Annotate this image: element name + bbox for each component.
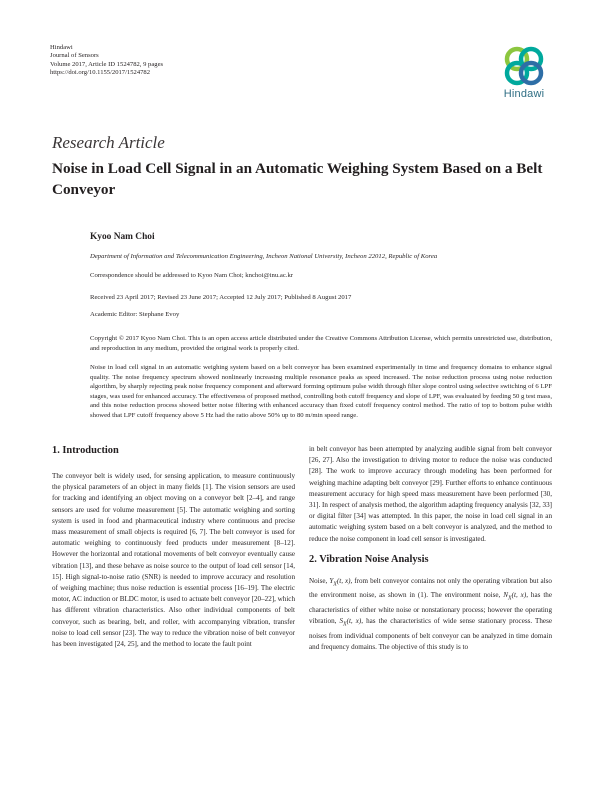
- math-symbol-n: [503, 591, 527, 602]
- math-symbol-s: [339, 617, 362, 628]
- publisher-name: Hindawi: [50, 44, 73, 51]
- text-span: , from belt conveyor contains not only the operating vibration but also the environment noise, as shown in (1). The environment noise,: [309, 576, 552, 600]
- math-var: Y: [329, 576, 334, 585]
- text-span: , has the characteristics of either white noise or nonstationary process; however the operating vibration,: [309, 591, 552, 626]
- math-sub: X: [508, 595, 512, 602]
- correspondence: Correspondence should be addressed to Kyoo Nam Choi; knchoi@inu.ac.kr: [90, 272, 294, 279]
- publication-dates: Received 23 April 2017; Revised 23 June 2017; Accepted 12 July 2017; Published 8 August 2017: [90, 294, 352, 301]
- math-sub: X: [333, 581, 337, 588]
- abstract: Noise in load cell signal in an automatic weighing system based on a belt conveyor has been examined experimentally in time and frequency domains to enhance signal quality. The noise frequency spectrum showed nonlinearly increasing multiple resonance peaks as speed increased. The noise reduction process using noise reduction algorithm, by sharply rejecting peak noise frequency component and afterward forming optimum pulse width through filter slope control using selective switching of 6 LPF stages, was used for enhanced accuracy. The effectiveness of proposed method, controlling both cutoff frequency and slope of LPF, was evaluated by feeding 50 g test mass, and this noise reduction process showed better noise filtering with enhanced accuracy than fixed cutoff frequency control method. The ratio of top to bottom pulse width showed that LPF cutoff frequency above 5 Hz had the ratio above 50% up to 80 m/min speed range.: [90, 364, 552, 419]
- copyright-notice: Copyright © 2017 Kyoo Nam Choi. This is an open access article distributed under the Creative Commons Attribution License, which permits unrestricted use, distribution, and reproduction in any medium, provided the original work is properly cited.: [90, 335, 552, 352]
- affiliation: Department of Information and Telecommunication Engineering, Incheon National University, Incheon 22012, Republic of Korea: [90, 253, 438, 260]
- right-column: [309, 444, 552, 653]
- left-column: [52, 444, 295, 650]
- article-type: Research Article: [52, 133, 165, 152]
- article-title: Noise in Load Cell Signal in an Automatic Weighing System Based on a Belt Conveyor: [52, 160, 543, 198]
- introduction-paragraph: The conveyor belt is widely used, for sensing application, to measure continuously the physical parameters of an object in many fields [1]. The vision sensors are used for tracking and identifying an object moving on a conveyor belt [2–4], and range sensors are used for volume measurement [5]. The automatic weighing and sorting system is used in food and pharmaceutical industry where continuous and precise mass measurement of small objects is required [6, 7]. The belt conveyor is used for automatic weighing to continuously feed products under measurement [8–12]. However the horizontal and rotational movements of belt conveyor eventually cause vibration [13], and these behave as noise source to the output of load cell sensor [14, 15]. High signal-to-noise ratio (SNR) is needed to improve accuracy and resolution of weighing machine; thus noise reduction is essential process [16–19]. The electric motor, AC induction or BLDC motor, is used to actuate belt conveyor [20–22], which has different vibration characteristics. Also other individual components of belt conveyor, such as bearing, belt, and roller, with accompanying vibration, transfer noise to load cell sensor [23]. The way to reduce the vibration noise of belt conveyor has been investigated [24, 25], and the method to locate the fault point: [52, 472, 295, 649]
- academic-editor: Academic Editor: Stephane Evoy: [90, 311, 180, 318]
- math-var: S: [339, 617, 343, 626]
- journal-name: Journal of Sensors: [50, 52, 99, 60]
- math-args: (t, x): [336, 576, 351, 585]
- math-args: (t, x): [511, 591, 527, 600]
- author-name: Kyoo Nam Choi: [90, 232, 155, 242]
- hindawi-logo: [494, 44, 554, 106]
- section-heading-vibration-noise: 2. Vibration Noise Analysis: [309, 553, 429, 565]
- introduction-paragraph-continued: in belt conveyor has been attempted by analyzing audible signal from belt conveyor [26, 27]. Also the investigation to driving motor to reduce the noise was conducted [28]. The work to improve accuracy through modeling has been performed for weighing machine adapting belt conveyor [29]. Further efforts to enhance continuous measurement accuracy for high speed mass measurement have been performed [30, 31]. In respect of analysis method, the algorithm adapting frequency analysis [32, 33] or digital filter [34] was attempted. In this paper, the noise in load cell signal in an automatic weighing system based on a belt conveyor is analyzed, and the method to reduce the noise component in load cell sensor is investigated.: [309, 445, 552, 543]
- math-var: N: [503, 591, 508, 600]
- text-span: Noise,: [309, 576, 330, 585]
- volume-info: Volume 2017, Article ID 1524782, 9 pages: [50, 60, 164, 68]
- math-sub: X: [342, 621, 347, 628]
- doi-link[interactable]: https://doi.org/10.1155/2017/1524782: [50, 69, 151, 77]
- math-args: (t, x): [346, 617, 362, 626]
- hindawi-logo-icon: [501, 44, 547, 88]
- vibration-noise-paragraph: [309, 576, 552, 653]
- logo-wordmark: Hindawi: [503, 88, 545, 100]
- journal-info: [50, 44, 163, 78]
- math-symbol-y: [329, 576, 351, 588]
- text-span: , has the characteristics of wide sense stationary process. These noises from individual components of belt conveyor can be analyzed in time domain and frequency domains. The objective of this study is to: [309, 617, 552, 652]
- section-heading-introduction: 1. Introduction: [52, 445, 119, 456]
